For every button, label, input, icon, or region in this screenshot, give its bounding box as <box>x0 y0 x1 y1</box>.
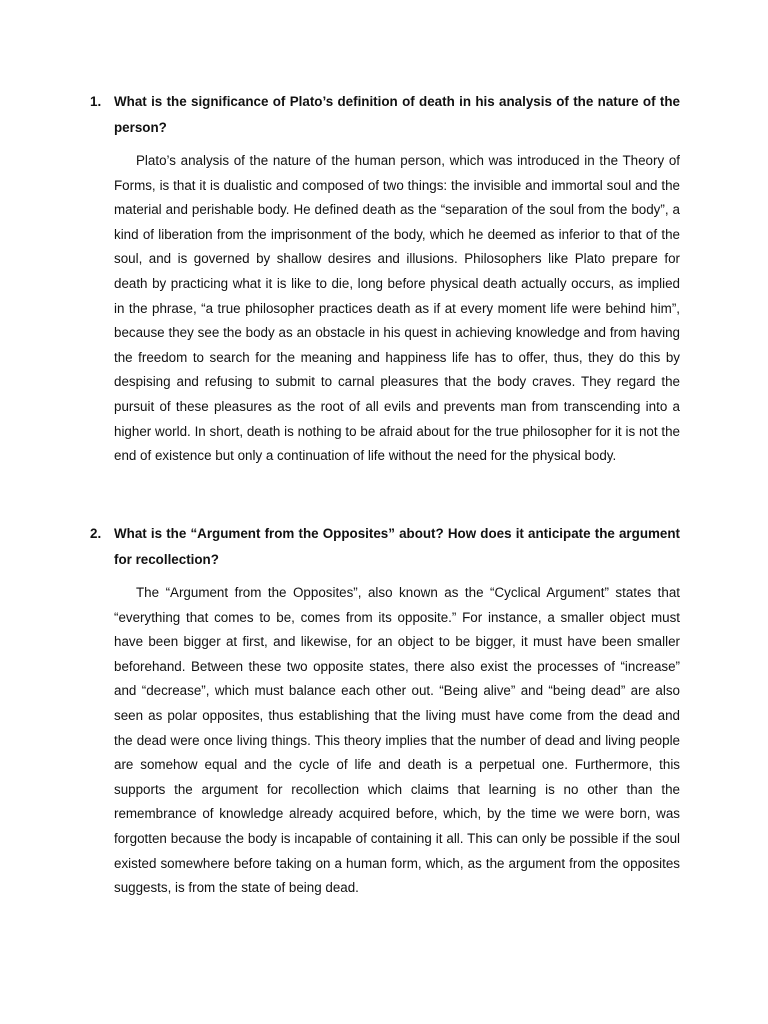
question-text-1: What is the significance of Plato’s definition of death in his analysis of the nature of the person? <box>114 94 680 135</box>
question-text-2: What is the “Argument from the Opposites” about? How does it anticipate the argument for recollection? <box>114 526 680 567</box>
question-heading-2 <box>90 521 680 573</box>
question-block-1 <box>90 89 680 482</box>
answer-paragraph-1: Plato’s analysis of the nature of the human person, which was introduced in the Theory of Forms, is that it is dualistic and composed of two things: the invisible and immortal soul and the material and perishable body. He defined death as the “separation of the soul from the body”, a kind of liberation from the imprisonment of the body, which he deemed as inferior to that of the soul, and is governed by shallow desires and illusions. Philosophers like Plato prepare for death by practicing what it is like to die, long before physical death actually occurs, as implied in the phrase, “a true philosopher practices death as if at every moment life were behind him”, because they see the body as an obstacle in his quest in achieving knowledge and from having the freedom to search for the meaning and happiness life has to offer, thus, they do this by despising and refusing to submit to carnal pleasures that the body craves. They regard the pursuit of these pleasures as the root of all evils and prevents man from transcending into a higher world. In short, death is nothing to be afraid about for the true philosopher for it is not the end of existence but only a continuation of life without the need for the physical body. <box>114 153 680 464</box>
question-block-2 <box>90 521 680 914</box>
question-number-2: 2. <box>90 526 102 541</box>
question-heading-1 <box>90 89 680 141</box>
answer-paragraph-2: The “Argument from the Opposites”, also known as the “Cyclical Argument” states that “everything that comes to be, comes from its opposite.” For instance, a smaller object must have been bigger at first, and likewise, for an object to be bigger, it must have been smaller beforehand. Between these two opposite states, there also exist the processes of “increase” and “decrease”, which must balance each other out. “Being alive” and “being dead” are also seen as polar opposites, thus establishing that the living must have come from the dead and the dead were once living things. This theory implies that the number of dead and living people are somehow equal and the cycle of life and death is a perpetual one. Furthermore, this supports the argument for recollection which claims that learning is no other than the remembrance of knowledge already acquired before, which, by the time we were born, was forgotten because the body is incapable of containing it all. This can only be possible if the soul existed somewhere before taking on a human form, which, as the argument from the opposites suggests, is from the state of being dead. <box>114 585 680 896</box>
question-number-1: 1. <box>90 94 102 109</box>
